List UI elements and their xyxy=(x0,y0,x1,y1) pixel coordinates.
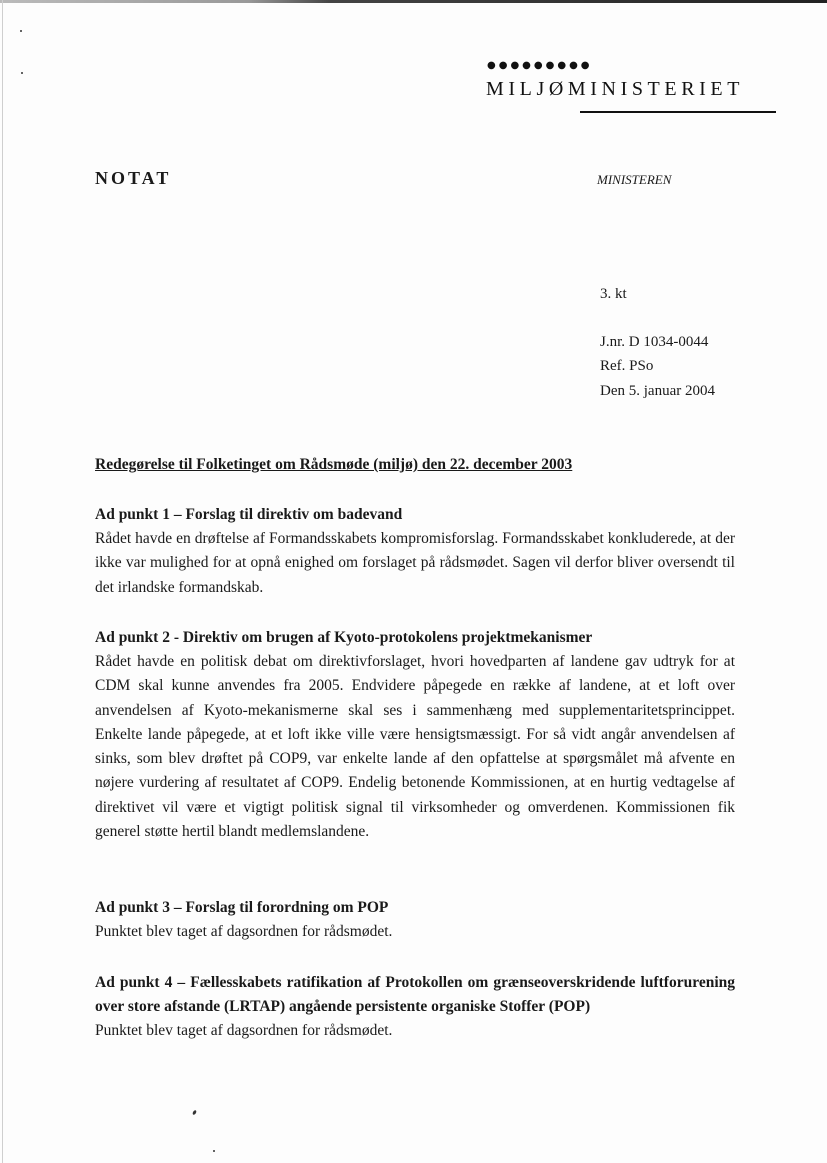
scan-speck xyxy=(192,1110,197,1116)
scan-speck xyxy=(20,30,22,32)
sender-label: MINISTEREN xyxy=(597,172,672,187)
reference: Ref. PSo xyxy=(600,358,654,374)
ministry-logo: MILJØMINISTERIET xyxy=(486,78,745,100)
document-date: Den 5. januar 2004 xyxy=(600,383,715,399)
section-heading: Ad punkt 1 – Forslag til direktiv om badevand xyxy=(95,506,403,523)
scan-top-edge xyxy=(0,0,827,3)
journal-number: J.nr. D 1034-0044 xyxy=(600,334,709,350)
section-heading: Ad punkt 2 - Direktiv om brugen af Kyoto-protokolens projektmekanismer xyxy=(95,629,593,646)
scan-speck xyxy=(213,1150,215,1152)
document-type: NOTAT xyxy=(95,168,172,188)
logo-underline xyxy=(580,111,776,113)
section-point-4 xyxy=(95,971,735,1043)
section-body: Punktet blev taget af dagsordnen for rådsmødet. xyxy=(95,923,393,940)
section-body: Punktet blev taget af dagsordnen for rådsmødet. xyxy=(95,1022,393,1039)
logo-dots: ●●●●●●●●● xyxy=(487,60,593,71)
office-label: 3. kt xyxy=(600,286,627,302)
section-body: Rådet havde en politisk debat om direktivforslaget, hvori hovedparten af landene gav udtryk for at CDM skal kunne anvendes fra 2005. Endvidere påpegede en række af landene, at et loft over anvendelsen af Kyoto-mekanismerne skal ses i sammenhæng med supplementaritetsprincippet. Enkelte lande påpegede, at et loft ikke ville være hensigtsmæssigt. For så vidt angår anvendelsen af sinks, som blev drøftet på COP9, var enkelte lande af den opfattelse at spørgsmålet må afvente en nøjere vurdering af resultatet af COP9. Endelig betonende Kommissionen, at en hurtig vedtagelse af direktivet vil være et vigtigt politisk signal til virksomheder og omverdenen. Kommissionen fik generel støtte hertil blandt medlemslandene. xyxy=(95,653,735,841)
document-title: Redegørelse til Folketinget om Rådsmøde (miljø) den 22. december 2003 xyxy=(95,456,573,473)
scan-left-edge xyxy=(2,0,3,1163)
section-point-1 xyxy=(95,503,735,600)
section-body: Rådet havde en drøftelse af Formandsskabets kompromisforslag. Formandsskabet konkluderede, at der ikke var mulighed for at opnå enighed om forslaget på rådsmødet. Sagen vil derfor bliver oversendt til det irlandske formandskab. xyxy=(95,530,735,596)
scan-speck xyxy=(21,72,23,74)
section-heading: Ad punkt 3 – Forslag til forordning om POP xyxy=(95,899,389,916)
section-point-2 xyxy=(95,626,735,844)
section-heading: Ad punkt 4 – Fællesskabets ratifikation af Protokollen om grænseoverskridende luftforurening over store afstande (LRTAP) angående persistente organiske Stoffer (POP) xyxy=(95,974,735,1015)
section-point-3 xyxy=(95,896,735,944)
